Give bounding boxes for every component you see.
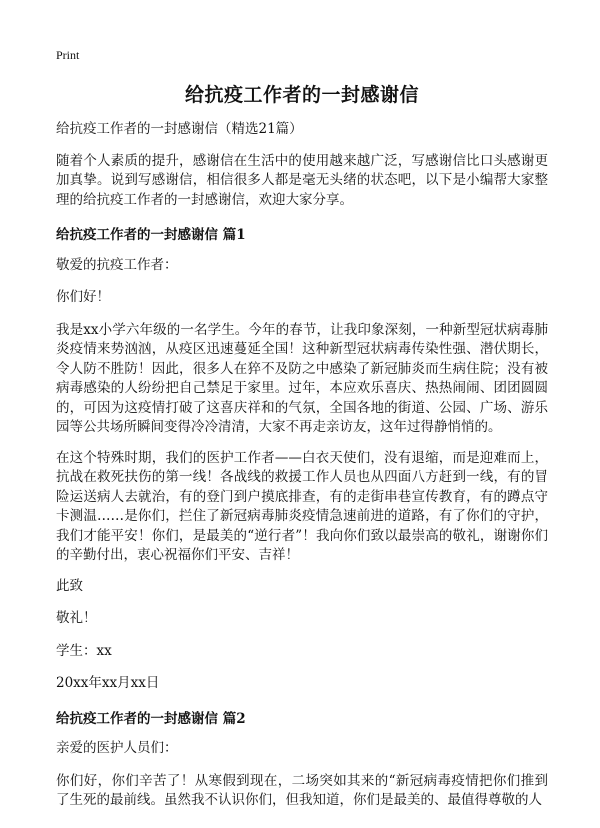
section-heading: 给抗疫工作者的一封感谢信 篇1 [56, 227, 246, 243]
letter-signature: 学生：xx [56, 642, 112, 659]
letter-closing: 此致 [56, 577, 83, 594]
letter-date: 20xx年xx月xx日 [56, 675, 160, 691]
letter-paragraph: 你们好，你们辛苦了！从寒假到现在，二场突如其来的“新冠病毒疫情把你们推到了生死的最前线。虽然我不认识你们，但我知道，你们是最美的、最值得尊敬的人 [56, 772, 548, 808]
section-1 [56, 226, 548, 694]
letter-hello: 你们好！ [56, 289, 110, 305]
document-body [56, 120, 548, 822]
letter-salute: 敬礼！ [56, 610, 97, 626]
letter-greeting: 敬爱的抗疫工作者： [56, 256, 178, 273]
section-2 [56, 710, 548, 811]
print-link[interactable]: Print [56, 48, 80, 62]
section-heading: 给抗疫工作者的一封感谢信 篇2 [56, 710, 246, 727]
page-title: 给抗疫工作者的一封感谢信 [184, 84, 419, 106]
document-subtitle: 给抗疫工作者的一封感谢信（精选21篇） [56, 121, 303, 137]
letter-paragraph: 我是xx小学六年级的一名学生。今年的春节，让我印象深刻，一种新型冠状病毒肺炎疫情来势汹汹，从疫区迅速蔓延全国！这种新型冠状病毒传染性强、潜伏期长，令人防不胜防！因此，很多人在猝不及防之中感染了新冠肺炎而生病住院；没有被病毒感染的人纷纷把自己禁足于家里。过年，本应欢乐喜庆、热热闹闹、团团圆圆的，可因为这疫情打破了这喜庆祥和的气氛，全国各地的街道、公园、广场、游乐园等公共场所瞬间变得冷冷清清，大家不再走亲访友，这年过得静悄悄的。 [56, 321, 548, 435]
letter-greeting: 亲爱的医护人员们： [56, 740, 178, 756]
letter-paragraph: 在这个特殊时期，我们的医护工作者——白衣天使们，没有退缩，而是迎难而上，抗战在救死扶伤的第一线！各战线的救援工作人员也从四面八方赶到一线，有的冒险运送病人去就治，有的登门到户摸底排查，有的走街串巷宣传教育，有的蹲点守卡测温……是你们，拦住了新冠病毒肺炎疫情急速前进的道路，有了你们的守护，我们才能平安！你们，是最美的“逆行者”！我向你们致以最崇高的敬礼，谢谢你们的辛勤付出，衷心祝福你们平安、吉祥！ [56, 449, 548, 563]
intro-paragraph: 随着个人素质的提升，感谢信在生活中的使用越来越广泛，写感谢信比口头感谢更加真挚。说到写感谢信，相信很多人都是毫无头绪的状态吧，以下是小编帮大家整理的给抗疫工作者的一封感谢信，欢迎大家分享。 [56, 152, 548, 208]
